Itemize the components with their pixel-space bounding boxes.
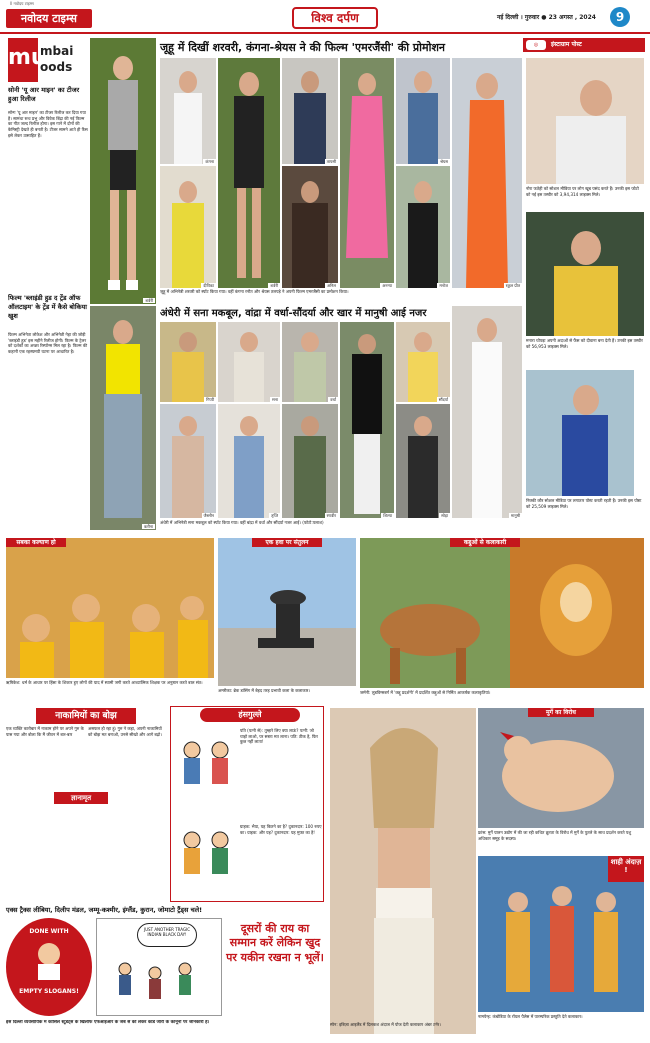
photo-label: सना xyxy=(272,396,278,402)
photo-label: गिप्पी xyxy=(206,396,214,402)
andheri-photo-9 xyxy=(396,404,450,518)
photo-label: शर्वरी xyxy=(270,282,278,288)
promo-figure xyxy=(452,58,522,288)
andheri-photo-3 xyxy=(282,322,338,402)
promo-figure xyxy=(396,166,450,288)
promo-figure xyxy=(340,58,394,288)
mumbai-story2-headline[interactable]: फिल्म 'ब्लाइंडी हुड द ट्रेंड ऑफ ऑलटाइम' के ट्रेंड में कैसे बोकिया खुश xyxy=(8,294,87,320)
shahi-badge: शाही अंदाज़ ! xyxy=(608,856,644,882)
hasgulle-title: हंसगुल्ले xyxy=(200,708,300,722)
photo-label: सोहा xyxy=(441,512,448,518)
gyanamrit-body: एक व्यक्ति कारोबार में नाकाम होने पर अपने गुरु के पास गया और बोला कि मैं जीवन में बार-बार असफल हो रहा हूं। गुरु ने कहा, अपनी नाकामियों को बोझ मत बनाओ, उनसे सीखो और आगे बढ़ो। xyxy=(6,726,162,737)
andheri-caption: अंधेरी में अभिनेत्री सना मकबूल को स्पॉट किया गया। वहीं बांद्रा में वर्धा और सौंदर्या नजर आईं। (फोटो:पलाश) xyxy=(160,520,324,525)
editorial-cartoon xyxy=(96,918,222,1016)
ticker: एक्स ट्रैक्स लीबिया, दिलीप मंडल, जम्मू-कश्मीर, इंग्लैंड, कुरान, जोमाटो ट्रैंड्स चले! xyxy=(6,906,203,914)
empty-slogans-badge xyxy=(6,918,92,1016)
promo-figure xyxy=(160,166,216,288)
model-figure xyxy=(330,708,476,1034)
photo-label: करीना xyxy=(144,523,153,529)
promo-photo-2 xyxy=(218,58,280,288)
pumpkin-caption: जर्मनी: लुडविग्सबर्ग में 'कद्दू प्रदर्शनी' में प्रदर्शित कद्दुओं से निर्मित आकर्षक कलाकृतियां। xyxy=(360,690,491,695)
chicken-scene xyxy=(478,708,644,828)
andheri-figure xyxy=(218,404,280,518)
chicken-protest-caption: फ्रांस: मुर्गे पालन उद्योग में की जा रही कथित क्रूरता के विरोध में मुर्गे के पुतले के साथ प्रदर्शन करते पशु अधिकार समूह के सदस्य। xyxy=(478,830,632,841)
karina-figure xyxy=(90,306,156,530)
photo-label: श्रेयस xyxy=(440,158,448,164)
andheri-photo-7 xyxy=(218,404,280,518)
girl-icon xyxy=(34,940,64,980)
pumpkin-tag: कद्दुओं से कलाकारी xyxy=(450,538,520,547)
andheri-figure xyxy=(340,322,394,518)
andheri-figure xyxy=(396,404,450,518)
cartoon-figure xyxy=(174,730,236,800)
andheri-figure xyxy=(282,404,338,518)
photo-label: जैस्लीन xyxy=(203,512,214,518)
sharvari-photo xyxy=(90,38,156,304)
promo-photo-4 xyxy=(340,58,394,288)
pumpkin-photo xyxy=(360,538,644,688)
hasgulle-joke2: ग्राहक: भैया, यह कितने का है? दुकानदार: 100 रुपए का। ग्राहक: और यह? दुकानदार: यह मुफ्त का है! xyxy=(240,824,322,835)
cartoon-figure xyxy=(174,820,236,890)
instagram-post2-caption: मनारा चोपड़ा अपनी अदाओं से फैंस को दीवाना बना देती हैं। उनकी इस तस्वीर को 56,953 लाइक्स मिले। xyxy=(526,338,643,349)
rishikesh-caption: ऋषिकेश: धर्म के आधार पर हिंसा के शिकार हुए लोगों की याद में स्वामी जगी करते आध्यात्मिक शिक्षक पर अनुष्ठान करते बाल संत। xyxy=(6,680,203,685)
promo-photo-3 xyxy=(282,58,338,164)
page-number: 9 xyxy=(610,7,630,27)
promo-caption: जूहू में अभिनेत्री शरवरी को स्पॉट किया गया। वहीं कंगना रनौत और श्रेयस तलपड़े ने अपनी फिल्म एमरजैंसी का प्रमोशन किया। xyxy=(160,289,349,294)
cartoon-joke1 xyxy=(174,730,236,800)
instagram-post3-photo xyxy=(526,370,634,496)
photo-label: मानुषी xyxy=(511,512,520,518)
andheri-photo-1 xyxy=(160,322,216,402)
chicken-protest-tag: मुर्गे का विरोध xyxy=(528,708,594,717)
instagram-icon: ◎ xyxy=(526,40,546,50)
mumbai-logo-rest: mbai xyxy=(40,44,74,58)
promo-photo-1 xyxy=(160,58,216,164)
photo-label: शर्वरी xyxy=(145,297,153,303)
breakdance-tag: एक हवा पर संतुलन xyxy=(252,538,322,547)
mumbai-logo-mu: mu xyxy=(8,38,38,82)
instagram-post3-caption: निक्की कौर सोशल मीडिया पर लगातार पोस्ट करती रहती हैं। उनकी इस पोस्ट को 25,509 लाइक्स मिले। xyxy=(526,498,642,509)
cambodia-caption: नामपेन्ह: कंबोडिया के रॉयल पैलेस में पारम्परिक प्रस्तुति देते कलाकार। xyxy=(478,1014,583,1019)
empty-slogans-line1: DONE WITH xyxy=(29,928,69,935)
sharvari-figure xyxy=(90,38,156,304)
andheri-photo-8 xyxy=(282,404,338,518)
pumpkin-scene xyxy=(360,538,644,688)
photo-label: वर्धा xyxy=(330,396,336,402)
instagram-post1-photo xyxy=(526,58,644,184)
promo-photo-8 xyxy=(396,166,450,288)
hasgulle-joke1: पति (पत्नी से): तुम्हारे लिए क्या लाऊं? पत्नी: जो चाहो लाओ, पर सस्ता मत लाना। पति: ठीक है, फिर कुछ नहीं लाता! xyxy=(240,728,318,745)
andheri-headline[interactable]: अंधेरी में सना मकबूल, वांद्रा में वर्धा-सौंदर्या और खार में मानुषी आई नजर xyxy=(160,308,427,319)
cambodia-dance-photo xyxy=(478,856,644,1012)
rishikesh-tag: सबका कल्याण हो xyxy=(6,538,66,547)
gyanamrit-badge: ज्ञानामृत xyxy=(54,792,108,804)
instagram-figure xyxy=(526,212,644,336)
promo-figure xyxy=(218,58,280,288)
promo-figure xyxy=(282,58,338,164)
andheri-figure xyxy=(452,306,522,518)
promo-figure xyxy=(396,58,450,164)
promo-photo-grid xyxy=(160,58,522,288)
mumbai-story1-body: सॉन्ग 'यू आर माइन' का टीजर रिलीज कर दिया गया है। सामंथा रूथ प्रभु और विवेक बिंद्रा की नई फिल्म का गीत जल्द रिलीज होगा। इस गाने में दोनों की केमिस्ट्री देखते ही बनती है। टीजर सामने आते ही फैंस इसे लेकर उत्साहित हैं। xyxy=(8,110,88,138)
empty-slogans-line2: EMPTY SLOGANS! xyxy=(19,988,79,995)
promo-photo-6 xyxy=(160,166,216,288)
photo-label: शिल्पा xyxy=(383,512,392,518)
instagram-header: इंस्टाग्राम पोस्ट xyxy=(523,38,645,52)
cartoon-speech-bubble: JUST ANOTHER TRAGIC INDIAN BLACK DAY! xyxy=(137,923,197,947)
andheri-figure xyxy=(160,322,216,402)
instagram-post1-caption: नोरा फतेही को सोशल मीडिया पर लोग खूब पसंद करते हैं। उनकी इस फोटो को नई इस तस्वीर को 3,94,314 लाइक्स मिले। xyxy=(526,186,639,197)
chicken-protest-photo xyxy=(478,708,644,828)
nakamiyon-headline[interactable]: नाकामियों का बोझ xyxy=(36,708,136,724)
instagram-post2-photo xyxy=(526,212,644,336)
section-title: विश्व दर्पण xyxy=(292,7,378,29)
breakdance-photo xyxy=(218,538,356,686)
newspaper-logo[interactable]: नवोदय टाइम्स xyxy=(6,9,92,28)
mumbai-logo-line2: oods xyxy=(40,60,73,74)
mumbai-story1-headline[interactable]: सोनी 'यू आर माइन' का टीजर हुआ रिलीज xyxy=(8,86,80,103)
photo-label: रकुल प्रीत xyxy=(505,282,520,288)
promo-headline[interactable]: जूहू में दिखीं शरवरी, कंगना-श्रेयस ने की फिल्म 'एमरजैंसी' की प्रोमोशन xyxy=(160,41,446,54)
promo-photo-9 xyxy=(452,58,522,288)
andheri-photo-2 xyxy=(218,322,280,402)
photo-label: अनन्या xyxy=(382,282,392,288)
photo-label: मनोज xyxy=(439,282,448,288)
cartoon-crowd xyxy=(105,949,215,1013)
photo-label: तृप्ति xyxy=(271,512,278,518)
promo-photo-5 xyxy=(396,58,450,164)
model-photo xyxy=(330,708,476,1034)
mumbai-logo xyxy=(8,38,88,82)
photo-label: कंगना xyxy=(205,158,214,164)
instagram-figure xyxy=(526,370,634,496)
andheri-photo-10 xyxy=(452,306,522,518)
andheri-figure xyxy=(282,322,338,402)
mumbai-story2-body: फिल्म अभिनेता लोकेश और अभिनेत्री नेहा की जोड़ी 'ब्लाइंडी हुड' इस महीने रिलीज होगी। फिल्म के ट्रेलर को दर्शकों का अच्छा रिस्पॉन्स मिल रहा है। फिल्म की कहानी एक रहस्यमयी घटना पर आधारित है। xyxy=(8,332,88,355)
dateline: नई दिल्ली । गुरुवार ● 23 अगस्त , 2024 xyxy=(497,14,596,21)
andheri-photo-6 xyxy=(160,404,216,518)
andheri-figure xyxy=(160,404,216,518)
andheri-photo-grid xyxy=(160,322,522,518)
photo-label: रणवीर xyxy=(326,512,336,518)
footer-text: इस दिल्ली व्यवसायिक में कौंसिल स्टूडेंट्स के खिलाफ एफआईआर के जब से को लेकर कार्ड जारी के कानूनों पर जानकारी है। xyxy=(6,1020,210,1025)
model-caption: स्पेन: इबिज़ा आइलैंड में दिलकश अंदाज में पोज देती कलाकार अंबर टर्नर। xyxy=(330,1022,441,1027)
andheri-figure xyxy=(218,322,280,402)
breakdance-caption: अमरीका: ब्रेक डांसिंग में बेहद तरह प्रभावी कला के कलाकार। xyxy=(218,688,310,693)
photo-label: सौंदर्या xyxy=(438,396,448,402)
andheri-photo-5 xyxy=(396,322,450,402)
instagram-figure xyxy=(526,58,644,184)
photo-label: तापसी xyxy=(326,158,336,164)
breakdance-scene xyxy=(218,538,356,686)
andheri-figure xyxy=(396,322,450,402)
promo-figure xyxy=(282,166,338,288)
promo-photo-7 xyxy=(282,166,338,288)
photo-label: दीपिका xyxy=(203,282,214,288)
rishikesh-photo xyxy=(6,538,214,678)
karina-photo xyxy=(90,306,156,530)
quote-box: दूसरों की राय का सम्मान करें लेकिन खुद पर यकीन रखना न भूलें। xyxy=(226,922,324,964)
rishikesh-scene xyxy=(6,538,214,678)
masthead-small-text: ll नवोदय टाइम्स xyxy=(10,1,34,6)
andheri-photo-4 xyxy=(340,322,394,518)
promo-figure xyxy=(160,58,216,164)
photo-label: अनिल xyxy=(326,282,336,288)
cartoon-joke2 xyxy=(174,820,236,890)
